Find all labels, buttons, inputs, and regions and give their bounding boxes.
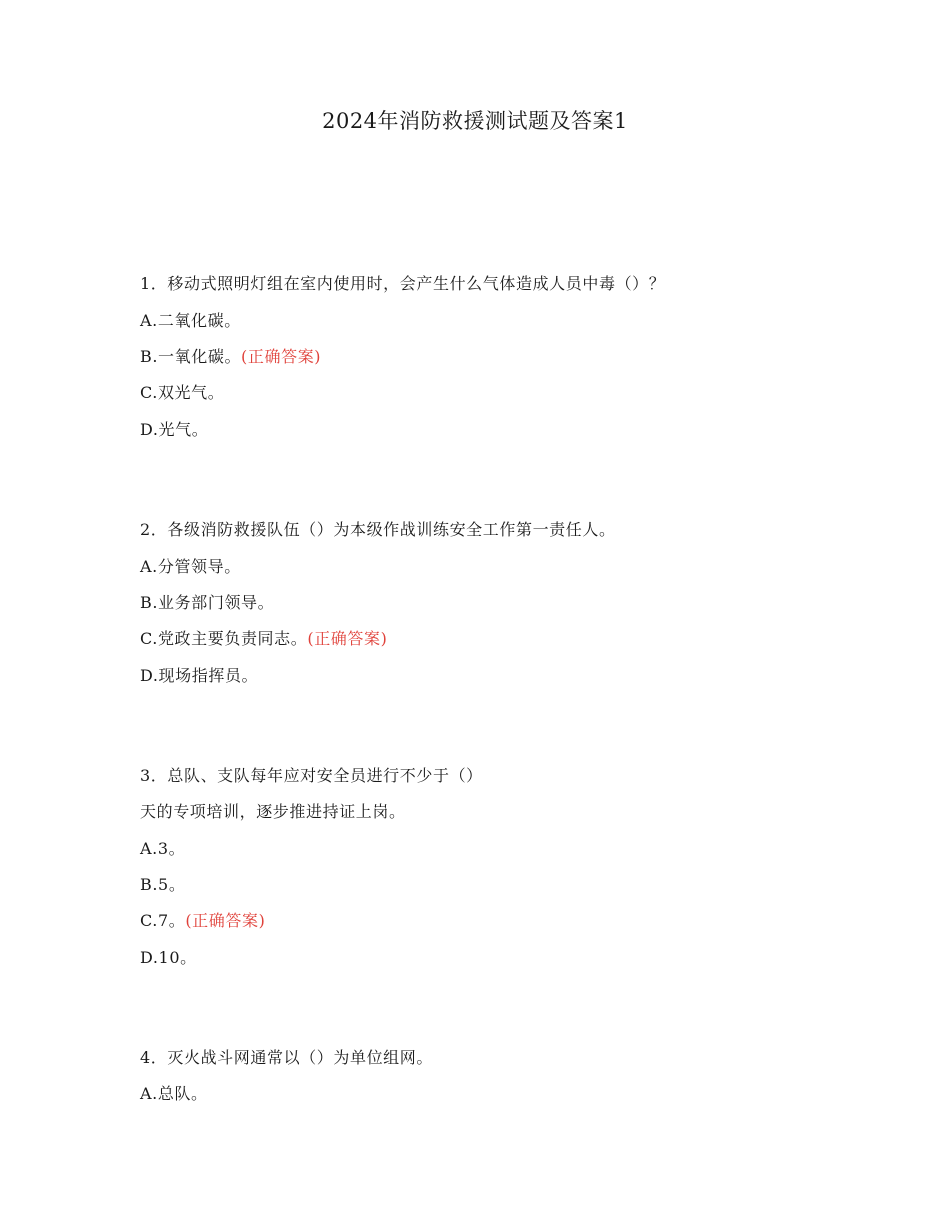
option-text: B.一氧化碳。 — [140, 347, 242, 366]
option-text: A.分管领导。 — [140, 557, 241, 576]
option-text: B.5。 — [140, 875, 186, 894]
option-a — [140, 1082, 208, 1106]
correct-answer-mark: (正确答案) — [307, 629, 388, 648]
option-text: A.3。 — [140, 839, 186, 858]
option-b — [140, 591, 274, 615]
option-b — [140, 345, 321, 369]
question-stem: 4．灭火战斗网通常以（）为单位组网。 — [140, 1048, 433, 1067]
option-text: D.10。 — [140, 948, 197, 967]
option-text: A.总队。 — [140, 1084, 208, 1103]
option-a — [140, 309, 241, 333]
option-b — [140, 873, 185, 897]
correct-answer-mark: (正确答案) — [185, 911, 266, 930]
option-c — [140, 909, 265, 933]
correct-answer-mark: (正确答案) — [241, 347, 322, 366]
option-c — [140, 381, 224, 405]
option-text: A.二氧化碳。 — [140, 311, 241, 330]
option-d — [140, 664, 258, 688]
question-stem: 1．移动式照明灯组在室内使用时，会产生什么气体造成人员中毒（）？ — [140, 274, 666, 293]
option-a — [140, 555, 241, 579]
question-stem: 2．各级消防救援队伍（）为本级作战训练安全工作第一责任人。 — [140, 520, 616, 539]
document-title: 2024年消防救援测试题及答案1 — [322, 109, 628, 133]
option-text: D.现场指挥员。 — [140, 666, 259, 685]
option-d — [140, 946, 197, 970]
option-text: C.双光气。 — [140, 383, 225, 402]
question-stem-continued: 天的专项培训，逐步推进持证上岗。 — [140, 802, 406, 821]
option-text: B.业务部门领导。 — [140, 593, 275, 612]
option-d — [140, 418, 208, 442]
option-text: D.光气。 — [140, 420, 209, 439]
option-c — [140, 627, 387, 651]
question-stem: 3．总队、支队每年应对安全员进行不少于（） — [140, 766, 483, 785]
option-a — [140, 837, 185, 861]
option-text: C.党政主要负责同志。 — [140, 629, 308, 648]
option-text: C.7。 — [140, 911, 186, 930]
